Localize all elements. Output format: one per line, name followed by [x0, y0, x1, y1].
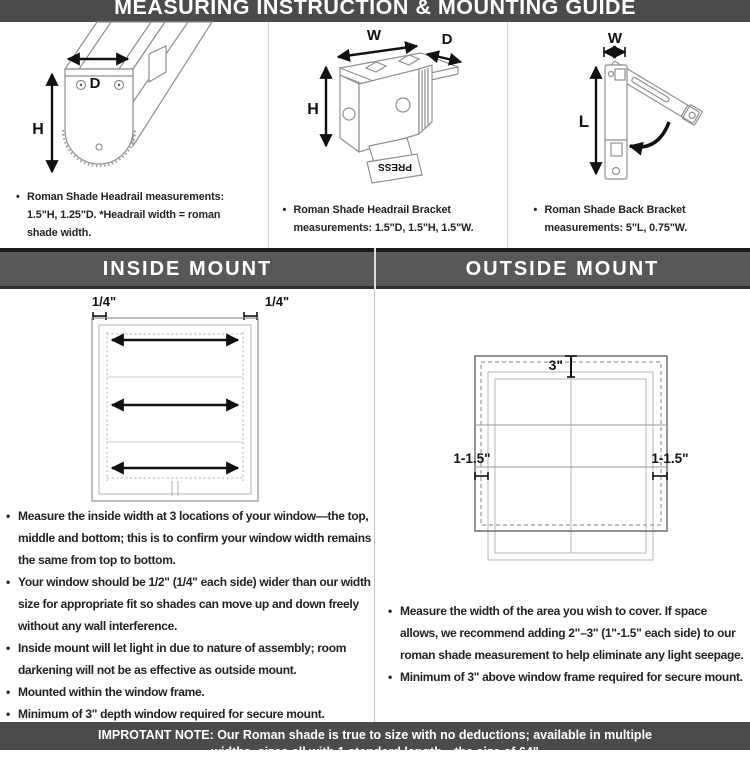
title-banner [0, 0, 750, 22]
height-label: H [32, 121, 44, 138]
headrail-bracket-panel [269, 22, 508, 248]
headrail-caption: • Roman Shade Headrail measurements: 1.5"H, 1.25"D. *Headrail width = roman shade width. [16, 188, 242, 242]
page-title: MEASURING INSTRUCTION & MOUNTING GUIDE [114, 0, 636, 19]
headrail-panel [0, 22, 269, 248]
important-note-line1: IMPROTANT NOTE: Our Roman shade is true to size with no deductions; available in multiple [98, 728, 652, 742]
width-label: W [607, 30, 623, 47]
fold-direction-arrow [630, 122, 669, 147]
bracket-back-plate [359, 69, 419, 152]
left-gap-label: 1-1.5" [453, 451, 491, 466]
inside-mount-header: INSIDE MOUNT [102, 258, 273, 280]
press-label: PRESS [378, 161, 412, 172]
right-gap-label: 1-1.5" [651, 451, 689, 466]
instruction-bullet: • Your window should be 1/2" (1/4" each side) wider than our width size for appropriate fit so shades can move up and down freely without any wall interference. [6, 571, 372, 637]
inside-mount-diagram [0, 285, 375, 520]
cord-hole [96, 144, 102, 150]
inside-mount-instructions [6, 505, 372, 725]
bracket-bar [605, 65, 627, 179]
left-gap-label: 1/4" [91, 294, 117, 309]
right-gap-bracket [653, 472, 667, 480]
important-note-line2: widths, sizes all with 1 standard length—the size of 64" [211, 745, 539, 759]
back-bracket-caption: • Roman Shade Back Bracket measurements: 5"L, 0.75"W. [534, 201, 725, 237]
left-gap-bracket [93, 312, 106, 320]
instruction-bullet: • Inside mount will let light in due to nature of assembly; room darkening will not be as effective as outside mount. [6, 637, 372, 681]
header-divider [374, 248, 376, 289]
top-gap-label: 3" [548, 357, 563, 373]
instruction-bullet: • Minimum of 3" above window frame required for secure mount. [388, 666, 744, 688]
right-gap-label: 1/4" [264, 294, 290, 309]
height-label: H [307, 101, 319, 118]
instruction-bullet: • Mounted within the window frame. [6, 681, 372, 703]
back-bracket-diagram [508, 22, 750, 187]
depth-label: D [89, 75, 101, 92]
headrail-diagram [0, 22, 268, 184]
top-gap-bracket [565, 356, 577, 377]
back-bracket-panel [508, 22, 750, 248]
shade-outline-dotted [107, 332, 243, 481]
outside-mount-header: OUTSIDE MOUNT [465, 258, 660, 280]
headrail-bracket-caption: • Roman Shade Headrail Bracket measurements: 1.5"D, 1.5"H, 1.5"W. [283, 201, 494, 237]
width-label: W [366, 27, 382, 44]
instruction-bullet: • Minimum of 3" depth window required for secure mount. [6, 703, 372, 725]
product-diagrams-row [0, 22, 750, 248]
outside-mount-instructions [388, 600, 744, 688]
footer-banner [0, 722, 750, 759]
depth-label: D [441, 31, 453, 48]
instruction-bullet: • Measure the inside width at 3 locations of your window—the top, middle and bottom; this is to confirm your window width remains the same from top to bottom. [6, 505, 372, 571]
length-label: L [578, 112, 590, 131]
window-frame-outer [92, 318, 258, 501]
headrail-bracket-diagram [269, 22, 507, 187]
instruction-bullet: • Measure the width of the area you wish to cover. If space allows, we recommend adding 2"–3" (1"-1.5" each side) to our roman shade measurement to help eliminate any light seepage. [388, 600, 744, 666]
right-gap-bracket [244, 312, 257, 320]
outside-mount-diagram [375, 345, 750, 590]
